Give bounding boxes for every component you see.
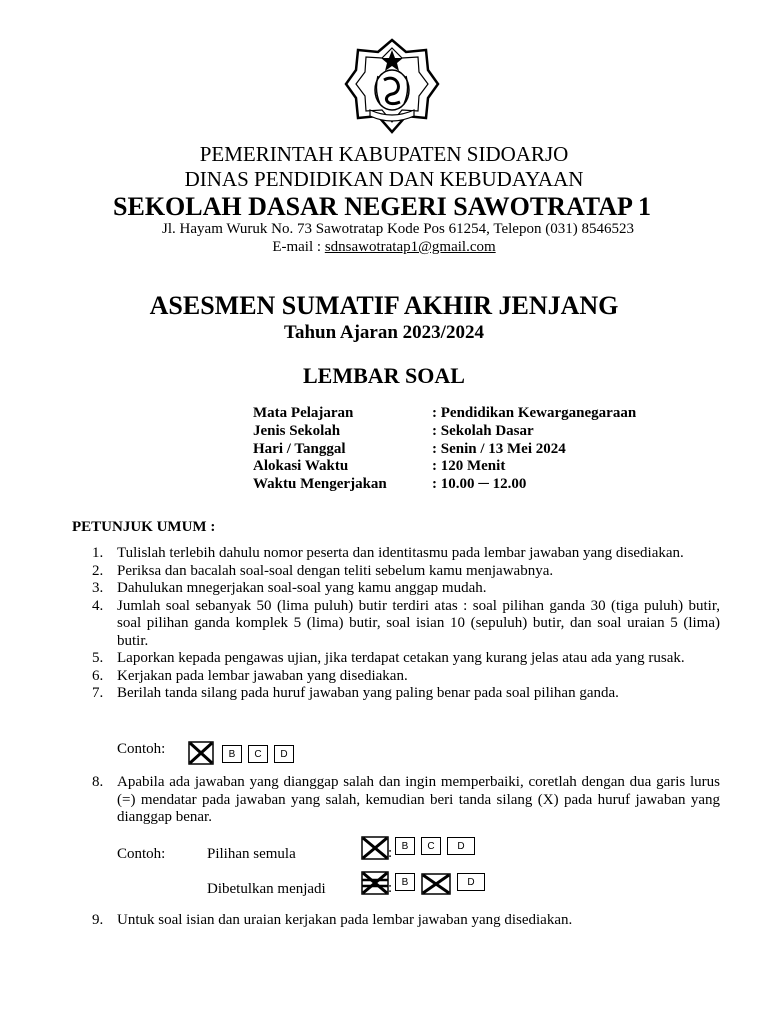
- info-value: : 10.00 ─ 12.00: [432, 476, 527, 493]
- item-text: Jumlah soal sebanyak 50 (lima puluh) butir terdiri atas : soal pilihan ganda 30 (tiga puluh) butir, soal pilihan ganda komplek 5 (lima) butir, soal isian 10 (sepuluh) butir, dan soal uraian 5 (lima) butir.: [117, 597, 720, 649]
- item-number: 2.: [92, 562, 104, 579]
- info-value: : Sekolah Dasar: [432, 422, 534, 439]
- school-email-line: [0, 239, 768, 256]
- item-text: Laporkan kepada pengawas ujian, jika terdapat cetakan yang kurang jelas atau ada yang rusak.: [117, 650, 685, 666]
- crossed-option-a-icon: [188, 741, 214, 765]
- example8-colon: :: [388, 880, 393, 896]
- instruction-item: [92, 668, 720, 686]
- item-number: 4.: [92, 597, 104, 614]
- option-d: D: [447, 837, 475, 855]
- info-row-time: [253, 476, 636, 494]
- instruction-item: [92, 685, 720, 703]
- item-text: Kerjakan pada lembar jawaban yang disediakan.: [117, 667, 408, 684]
- example8-original-label: Pilihan semula: [207, 846, 296, 862]
- example7-label: Contoh:: [117, 741, 166, 757]
- item-text: Berilah tanda silang pada huruf jawaban yang paling benar pada soal pilihan ganda.: [117, 685, 619, 701]
- instruction-item: [92, 912, 720, 930]
- item-text: Apabila ada jawaban yang dianggap salah dan ingin memperbaiki, coretlah dengan dua garis lurus (=) mendatar pada jawaban yang salah, kemudian beri tanda silang (X) pada huruf jawaban yang dianggap benar.: [117, 774, 720, 825]
- email-link[interactable]: sdnsawotratap1@gmail.com: [324, 239, 496, 255]
- item-number: 5.: [92, 650, 104, 666]
- option-c: C: [248, 745, 268, 763]
- instruction-item: [92, 563, 720, 581]
- example8-colon: :: [388, 845, 393, 861]
- item-number: 9.: [92, 912, 104, 928]
- info-row-school-type: [253, 423, 636, 441]
- item-text: Dahulukan mnegerjakan soal-soal yang kamu anggap mudah.: [117, 580, 487, 596]
- item-number: 6.: [92, 667, 104, 684]
- school-name: SEKOLAH DASAR NEGERI SAWOTRATAP 1: [113, 192, 651, 221]
- info-value: : Pendidikan Kewarganegaraan: [432, 405, 637, 421]
- instructions-list-2: [92, 774, 720, 827]
- info-row-duration: [253, 458, 636, 476]
- instructions-list-3: [92, 912, 720, 930]
- example8-original-options: [395, 837, 475, 855]
- example8-corrected-options: [395, 873, 485, 895]
- item-number: 1.: [92, 545, 104, 561]
- item-text: Periksa dan bacalah soal-soal dengan teliti sebelum kamu menjawabnya.: [117, 562, 554, 579]
- option-d: D: [274, 745, 294, 763]
- instruction-item: [92, 580, 720, 598]
- info-key: Jenis Sekolah: [253, 422, 341, 439]
- instructions-list: [92, 545, 720, 703]
- example8-label: Contoh:: [117, 846, 166, 862]
- example7-options: [222, 745, 294, 763]
- info-value: : Senin / 13 Mei 2024: [432, 440, 566, 457]
- info-value: : 120 Menit: [432, 458, 506, 475]
- header-department: DINAS PENDIDIKAN DAN KEBUDAYAAN: [184, 167, 584, 191]
- item-text: Tulislah terlebih dahulu nomor peserta dan identitasmu pada lembar jawaban yang disediakan.: [117, 545, 684, 561]
- kabupaten-sidoarjo-emblem-icon: [344, 36, 440, 136]
- academic-year: Tahun Ajaran 2023/2024: [284, 322, 484, 343]
- info-row-subject: [253, 405, 636, 423]
- instruction-item: [92, 774, 720, 827]
- option-b: B: [395, 873, 415, 891]
- instruction-item: [92, 545, 720, 563]
- info-key: Alokasi Waktu: [253, 458, 349, 475]
- info-key: Waktu Mengerjakan: [253, 476, 387, 493]
- crossed-option-c-icon: [421, 873, 451, 895]
- item-number: 7.: [92, 685, 104, 701]
- option-b: B: [395, 837, 415, 855]
- exam-info-table: [253, 405, 636, 494]
- option-d: D: [457, 873, 485, 891]
- info-key: Mata Pelajaran: [253, 405, 354, 421]
- info-row-date: [253, 441, 636, 459]
- header-government: PEMERINTAH KABUPATEN SIDOARJO: [199, 142, 569, 166]
- instructions-heading: PETUNJUK UMUM :: [72, 519, 216, 535]
- option-c: C: [421, 837, 441, 855]
- instruction-item: [92, 598, 720, 651]
- example8-corrected-label: Dibetulkan menjadi: [207, 881, 326, 897]
- exam-title: ASESMEN SUMATIF AKHIR JENJANG: [149, 291, 619, 320]
- crossed-option-a-icon: [361, 836, 389, 860]
- sheet-title: LEMBAR SOAL: [303, 363, 465, 388]
- struck-out-option-a-icon: [361, 871, 389, 895]
- instruction-item: [92, 650, 720, 668]
- info-key: Hari / Tanggal: [253, 440, 346, 457]
- school-address: Jl. Hayam Wuruk No. 73 Sawotratap Kode Pos 61254, Telepon (031) 8546523: [162, 221, 634, 237]
- item-number: 8.: [92, 774, 104, 790]
- email-label: E-mail :: [272, 239, 325, 255]
- option-b: B: [222, 745, 242, 763]
- item-number: 3.: [92, 580, 104, 596]
- item-text: Untuk soal isian dan uraian kerjakan pada lembar jawaban yang disediakan.: [117, 912, 573, 928]
